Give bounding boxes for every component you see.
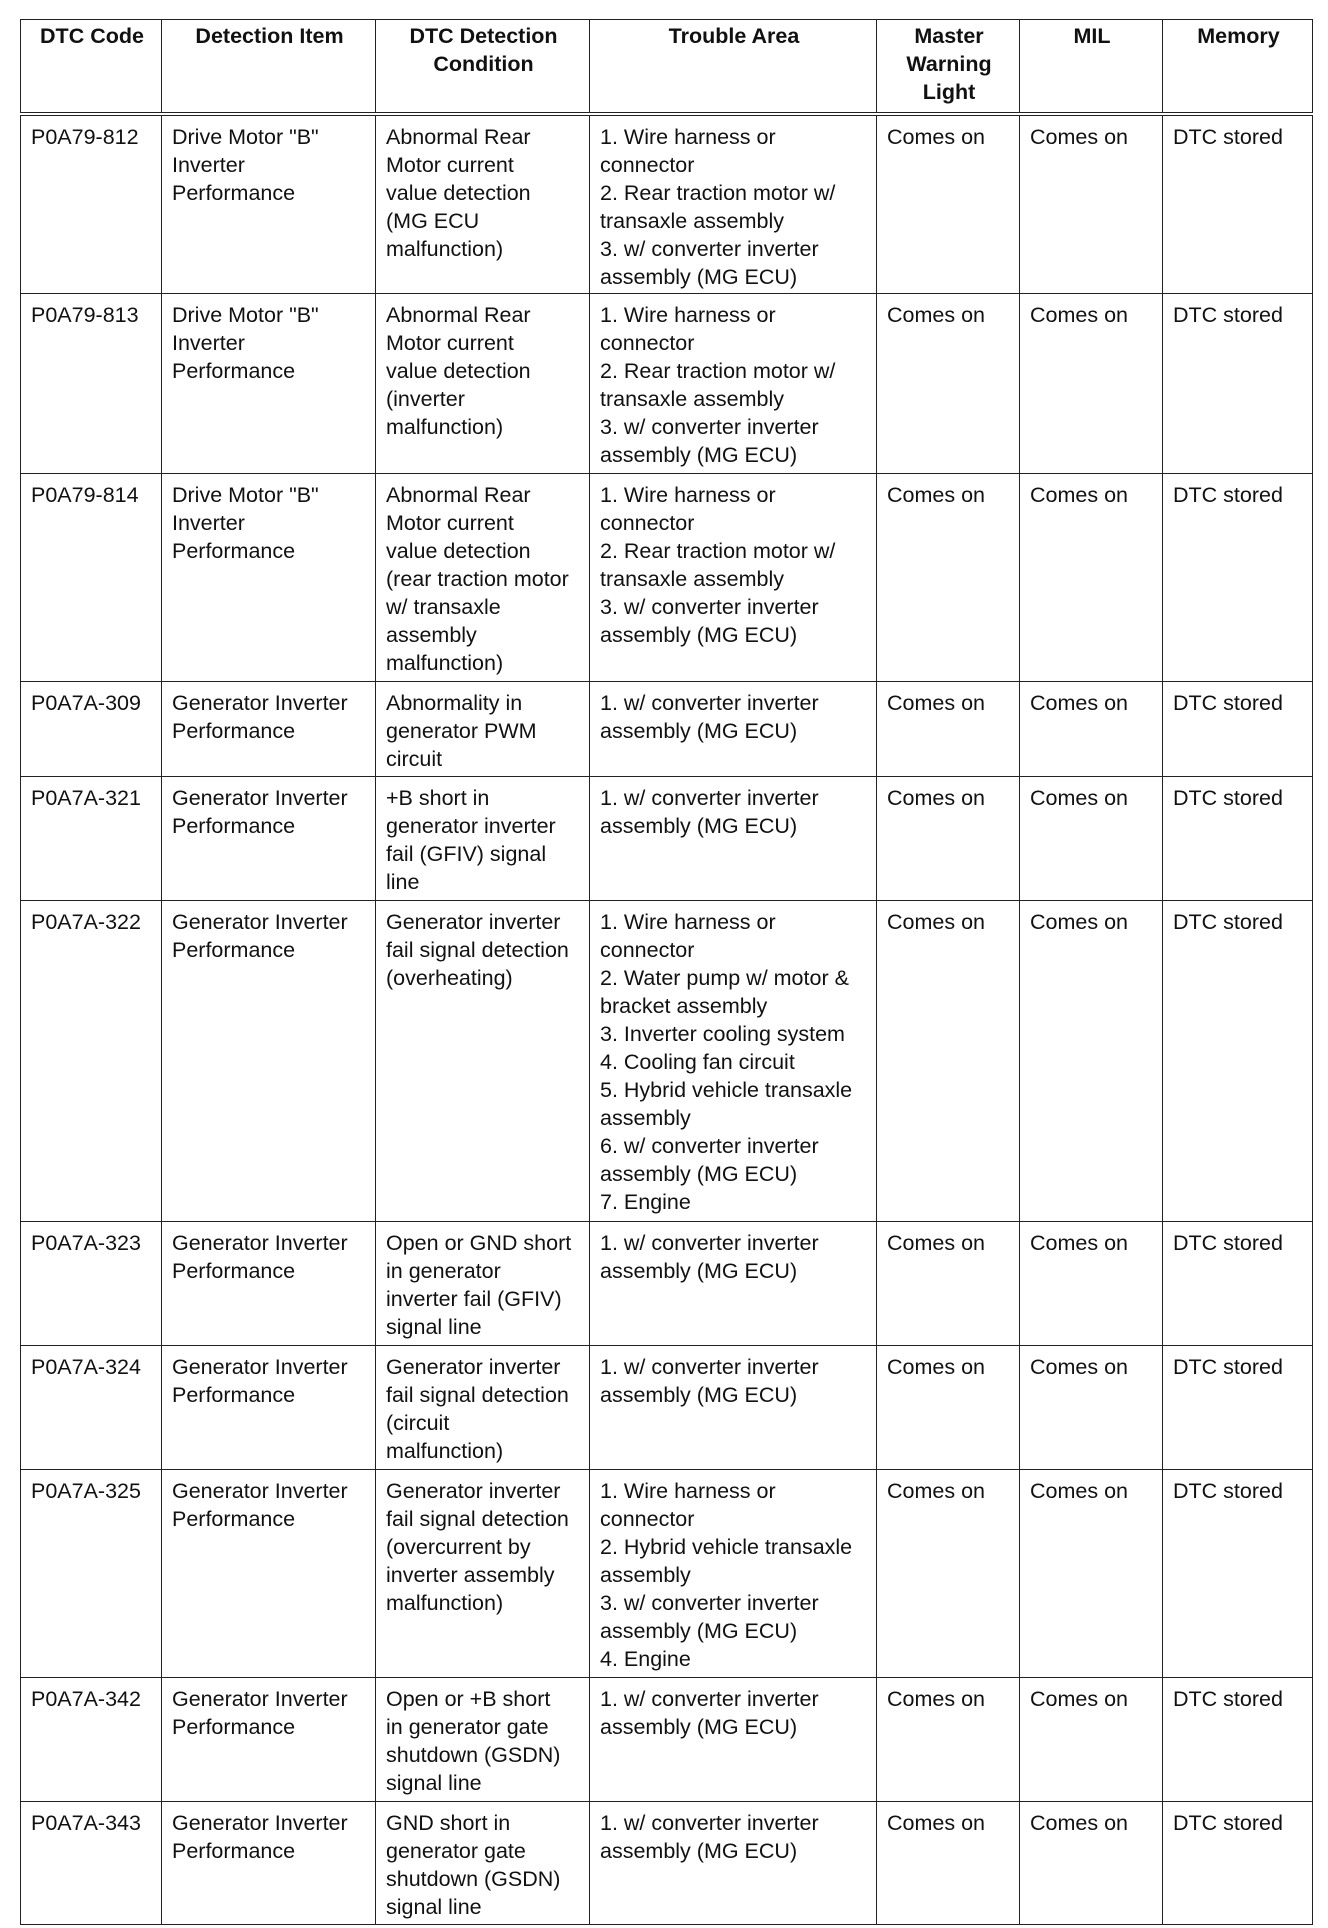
trouble-area-line: 6. w/ converter inverter <box>600 1134 819 1158</box>
mil-cell: Comes on <box>1020 474 1163 682</box>
header-detection-condition-text: DTC Detection Condition <box>409 24 558 76</box>
trouble-area-line: 2. Rear traction motor w/ <box>600 180 836 205</box>
master-warning-light-cell: Comes on <box>877 294 1020 474</box>
dtc-code-cell: P0A7A-325 <box>21 1470 162 1678</box>
table-row <box>21 901 1313 1222</box>
detection-item-cell <box>162 1678 376 1802</box>
trouble-area-line: 1. Wire harness or <box>600 1479 776 1503</box>
table-row <box>21 294 1313 474</box>
detection-condition-cell <box>376 901 590 1222</box>
dtc-code-cell: P0A7A-322 <box>21 901 162 1222</box>
detection-condition-cell <box>376 1346 590 1470</box>
dtc-code-cell: P0A79-813 <box>21 294 162 474</box>
detection-condition-line: malfunction) <box>386 1591 504 1615</box>
detection-condition-cell <box>376 777 590 901</box>
memory-cell: DTC stored <box>1163 682 1313 777</box>
trouble-area-line: assembly <box>600 1106 691 1130</box>
detection-condition-line: generator PWM <box>386 719 537 743</box>
detection-item-line: Generator Inverter <box>172 910 348 934</box>
detection-condition-cell <box>376 1678 590 1802</box>
detection-condition-line: malfunction) <box>386 236 504 261</box>
detection-condition-line: inverter assembly <box>386 1563 555 1587</box>
detection-condition-cell <box>376 1222 590 1346</box>
mil-cell: Comes on <box>1020 1346 1163 1470</box>
table-row <box>21 1222 1313 1346</box>
detection-item-line: Performance <box>172 938 296 962</box>
trouble-area-line: 4. Engine <box>600 1647 691 1671</box>
detection-condition-line: fail signal detection <box>386 1507 569 1531</box>
detection-item-cell <box>162 1222 376 1346</box>
master-warning-light-cell: Comes on <box>877 474 1020 682</box>
detection-condition-line: Abnormal Rear <box>386 124 531 149</box>
detection-item-cell <box>162 474 376 682</box>
detection-item-line: Inverter <box>172 331 245 355</box>
detection-condition-line: malfunction) <box>386 651 504 675</box>
detection-condition-line: line <box>386 870 420 894</box>
trouble-area-cell <box>590 1802 877 1925</box>
trouble-area-cell <box>590 474 877 682</box>
memory-cell: DTC stored <box>1163 294 1313 474</box>
detection-condition-line: Motor current <box>386 152 514 177</box>
trouble-area-line: 1. w/ converter inverter <box>600 786 819 810</box>
detection-item-line: Performance <box>172 539 296 563</box>
detection-condition-line: generator inverter <box>386 814 556 838</box>
detection-item-line: Generator Inverter <box>172 1687 348 1711</box>
trouble-area-line: assembly (MG ECU) <box>600 1619 798 1643</box>
detection-item-line: Generator Inverter <box>172 1479 348 1503</box>
trouble-area-line: 7. Engine <box>600 1190 691 1214</box>
detection-condition-line: Generator inverter <box>386 1355 561 1379</box>
trouble-area-line: connector <box>600 511 695 535</box>
trouble-area-cell <box>590 294 877 474</box>
trouble-area-line: 3. w/ converter inverter <box>600 415 819 439</box>
detection-condition-cell <box>376 114 590 294</box>
detection-condition-line: shutdown (GSDN) <box>386 1867 561 1891</box>
master-warning-light-cell: Comes on <box>877 682 1020 777</box>
detection-condition-line: value detection <box>386 539 531 563</box>
trouble-area-line: transaxle assembly <box>600 208 785 233</box>
detection-item-line: Drive Motor "B" <box>172 483 319 507</box>
detection-condition-line: shutdown (GSDN) <box>386 1743 561 1767</box>
detection-condition-line: GND short in <box>386 1811 511 1835</box>
detection-condition-line: signal line <box>386 1895 482 1919</box>
detection-item-line: Generator Inverter <box>172 1231 348 1255</box>
dtc-code-cell: P0A7A-323 <box>21 1222 162 1346</box>
table-body <box>21 114 1313 1925</box>
memory-cell: DTC stored <box>1163 1222 1313 1346</box>
detection-condition-line: Open or GND short <box>386 1231 572 1255</box>
master-warning-light-cell: Comes on <box>877 1470 1020 1678</box>
detection-condition-line: (rear traction motor <box>386 567 569 591</box>
trouble-area-line: assembly (MG ECU) <box>600 814 798 838</box>
table-row <box>21 682 1313 777</box>
trouble-area-line: assembly (MG ECU) <box>600 623 798 647</box>
header-memory: Memory <box>1163 20 1313 114</box>
detection-item-cell <box>162 777 376 901</box>
detection-item-cell <box>162 682 376 777</box>
memory-cell: DTC stored <box>1163 1346 1313 1470</box>
detection-condition-line: Motor current <box>386 511 514 535</box>
trouble-area-line: 1. Wire harness or <box>600 124 776 149</box>
trouble-area-cell <box>590 1346 877 1470</box>
trouble-area-line: 1. w/ converter inverter <box>600 1811 819 1835</box>
dtc-code-cell: P0A79-814 <box>21 474 162 682</box>
trouble-area-line: 1. w/ converter inverter <box>600 1687 819 1711</box>
trouble-area-line: assembly (MG ECU) <box>600 1162 798 1186</box>
trouble-area-line: bracket assembly <box>600 994 768 1018</box>
trouble-area-cell <box>590 682 877 777</box>
detection-condition-line: fail (GFIV) signal <box>386 842 547 866</box>
detection-condition-cell <box>376 474 590 682</box>
memory-cell: DTC stored <box>1163 777 1313 901</box>
trouble-area-line: 2. Rear traction motor w/ <box>600 539 836 563</box>
mil-cell: Comes on <box>1020 1678 1163 1802</box>
header-detection-item: Detection Item <box>162 20 376 114</box>
trouble-area-line: connector <box>600 152 695 177</box>
detection-condition-cell <box>376 682 590 777</box>
trouble-area-line: assembly (MG ECU) <box>600 1715 798 1739</box>
master-warning-light-cell: Comes on <box>877 114 1020 294</box>
trouble-area-line: connector <box>600 1507 695 1531</box>
trouble-area-line: connector <box>600 938 695 962</box>
detection-condition-cell <box>376 1470 590 1678</box>
detection-condition-line: Generator inverter <box>386 1479 561 1503</box>
detection-condition-line: assembly <box>386 623 477 647</box>
trouble-area-cell <box>590 901 877 1222</box>
trouble-area-cell <box>590 1470 877 1678</box>
trouble-area-line: 1. Wire harness or <box>600 303 776 327</box>
trouble-area-line: assembly (MG ECU) <box>600 1259 798 1283</box>
detection-item-cell <box>162 1470 376 1678</box>
memory-cell: DTC stored <box>1163 474 1313 682</box>
table-row <box>21 1470 1313 1678</box>
trouble-area-line: 1. w/ converter inverter <box>600 1355 819 1379</box>
detection-item-cell <box>162 114 376 294</box>
trouble-area-line: 1. w/ converter inverter <box>600 691 819 715</box>
detection-condition-line: Abnormality in <box>386 691 523 715</box>
detection-condition-line: Abnormal Rear <box>386 483 531 507</box>
detection-condition-line: (circuit <box>386 1411 450 1435</box>
detection-condition-line: inverter fail (GFIV) <box>386 1287 562 1311</box>
detection-condition-cell <box>376 1802 590 1925</box>
mil-cell: Comes on <box>1020 1470 1163 1678</box>
detection-condition-line: value detection <box>386 180 531 205</box>
dtc-table <box>20 19 1313 1925</box>
detection-item-line: Generator Inverter <box>172 1811 348 1835</box>
detection-item-line: Performance <box>172 1383 296 1407</box>
detection-item-line: Performance <box>172 1259 296 1283</box>
detection-condition-line: malfunction) <box>386 1439 504 1463</box>
detection-condition-line: in generator <box>386 1259 501 1283</box>
master-warning-light-cell: Comes on <box>877 1222 1020 1346</box>
detection-condition-line: circuit <box>386 747 443 771</box>
table-row <box>21 474 1313 682</box>
dtc-code-cell: P0A79-812 <box>21 114 162 294</box>
trouble-area-line: 3. Inverter cooling system <box>600 1022 845 1046</box>
dtc-code-cell: P0A7A-324 <box>21 1346 162 1470</box>
detection-condition-line: Open or +B short <box>386 1687 551 1711</box>
trouble-area-line: connector <box>600 331 695 355</box>
memory-cell: DTC stored <box>1163 1470 1313 1678</box>
detection-condition-line: w/ transaxle <box>386 595 501 619</box>
trouble-area-cell <box>590 1678 877 1802</box>
detection-item-line: Performance <box>172 1507 296 1531</box>
detection-condition-line: in generator gate <box>386 1715 549 1739</box>
detection-item-line: Inverter <box>172 511 245 535</box>
detection-item-line: Drive Motor "B" <box>172 303 319 327</box>
trouble-area-line: 1. Wire harness or <box>600 483 776 507</box>
header-detection-condition <box>376 20 590 114</box>
table-row <box>21 777 1313 901</box>
trouble-area-line: 2. Hybrid vehicle transaxle <box>600 1535 853 1559</box>
trouble-area-line: assembly (MG ECU) <box>600 264 798 289</box>
master-warning-light-cell: Comes on <box>877 1802 1020 1925</box>
master-warning-light-cell: Comes on <box>877 901 1020 1222</box>
mil-cell: Comes on <box>1020 114 1163 294</box>
detection-condition-line: signal line <box>386 1315 482 1339</box>
trouble-area-line: transaxle assembly <box>600 567 785 591</box>
detection-condition-line: (overheating) <box>386 966 513 990</box>
detection-item-cell <box>162 1346 376 1470</box>
header-master-warning-light-text: Master Warning Light <box>906 24 992 104</box>
trouble-area-line: assembly (MG ECU) <box>600 719 798 743</box>
dtc-code-cell: P0A7A-343 <box>21 1802 162 1925</box>
detection-condition-line: malfunction) <box>386 415 504 439</box>
mil-cell: Comes on <box>1020 1222 1163 1346</box>
header-trouble-area: Trouble Area <box>590 20 877 114</box>
detection-condition-line: Abnormal Rear <box>386 303 531 327</box>
trouble-area-line: 3. w/ converter inverter <box>600 595 819 619</box>
trouble-area-line: 2. Rear traction motor w/ <box>600 359 836 383</box>
detection-condition-cell <box>376 294 590 474</box>
detection-condition-line: Motor current <box>386 331 514 355</box>
mil-cell: Comes on <box>1020 294 1163 474</box>
detection-condition-line: signal line <box>386 1771 482 1795</box>
trouble-area-line: 3. w/ converter inverter <box>600 1591 819 1615</box>
table-row <box>21 1346 1313 1470</box>
detection-condition-line: value detection <box>386 359 531 383</box>
table-header-row <box>21 20 1313 114</box>
header-master-warning-light <box>877 20 1020 114</box>
master-warning-light-cell: Comes on <box>877 1678 1020 1802</box>
detection-item-line: Performance <box>172 1839 296 1863</box>
dtc-code-cell: P0A7A-342 <box>21 1678 162 1802</box>
dtc-code-cell: P0A7A-321 <box>21 777 162 901</box>
table-row <box>21 1678 1313 1802</box>
detection-item-line: Performance <box>172 814 296 838</box>
trouble-area-cell <box>590 1222 877 1346</box>
dtc-code-cell: P0A7A-309 <box>21 682 162 777</box>
detection-item-line: Performance <box>172 359 296 383</box>
memory-cell: DTC stored <box>1163 901 1313 1222</box>
detection-item-cell <box>162 901 376 1222</box>
table-row <box>21 114 1313 294</box>
detection-item-line: Generator Inverter <box>172 691 348 715</box>
detection-condition-line: (overcurrent by <box>386 1535 531 1559</box>
table-row <box>21 1802 1313 1925</box>
detection-condition-line: generator gate <box>386 1839 526 1863</box>
header-dtc-code: DTC Code <box>21 20 162 114</box>
detection-item-line: Performance <box>172 719 296 743</box>
memory-cell: DTC stored <box>1163 1802 1313 1925</box>
master-warning-light-cell: Comes on <box>877 777 1020 901</box>
trouble-area-line: 4. Cooling fan circuit <box>600 1050 795 1074</box>
trouble-area-line: assembly <box>600 1563 691 1587</box>
trouble-area-line: assembly (MG ECU) <box>600 443 798 467</box>
trouble-area-line: 2. Water pump w/ motor & <box>600 966 849 990</box>
trouble-area-cell <box>590 777 877 901</box>
detection-item-line: Performance <box>172 1715 296 1739</box>
mil-cell: Comes on <box>1020 901 1163 1222</box>
trouble-area-line: 5. Hybrid vehicle transaxle <box>600 1078 853 1102</box>
master-warning-light-cell: Comes on <box>877 1346 1020 1470</box>
trouble-area-cell <box>590 114 877 294</box>
detection-item-cell <box>162 294 376 474</box>
detection-item-line: Inverter <box>172 152 245 177</box>
detection-condition-line: +B short in <box>386 786 490 810</box>
mil-cell: Comes on <box>1020 1802 1163 1925</box>
detection-item-cell <box>162 1802 376 1925</box>
trouble-area-line: transaxle assembly <box>600 387 785 411</box>
detection-condition-line: (MG ECU <box>386 208 480 233</box>
detection-condition-line: Generator inverter <box>386 910 561 934</box>
mil-cell: Comes on <box>1020 777 1163 901</box>
trouble-area-line: 1. w/ converter inverter <box>600 1231 819 1255</box>
detection-condition-line: fail signal detection <box>386 938 569 962</box>
detection-item-line: Generator Inverter <box>172 786 348 810</box>
mil-cell: Comes on <box>1020 682 1163 777</box>
detection-item-line: Generator Inverter <box>172 1355 348 1379</box>
memory-cell: DTC stored <box>1163 1678 1313 1802</box>
detection-item-line: Performance <box>172 180 296 205</box>
detection-condition-line: (inverter <box>386 387 465 411</box>
trouble-area-line: 1. Wire harness or <box>600 910 776 934</box>
trouble-area-line: 3. w/ converter inverter <box>600 236 819 261</box>
header-mil: MIL <box>1020 20 1163 114</box>
trouble-area-line: assembly (MG ECU) <box>600 1839 798 1863</box>
detection-item-line: Drive Motor "B" <box>172 124 319 149</box>
trouble-area-line: assembly (MG ECU) <box>600 1383 798 1407</box>
memory-cell: DTC stored <box>1163 114 1313 294</box>
detection-condition-line: fail signal detection <box>386 1383 569 1407</box>
